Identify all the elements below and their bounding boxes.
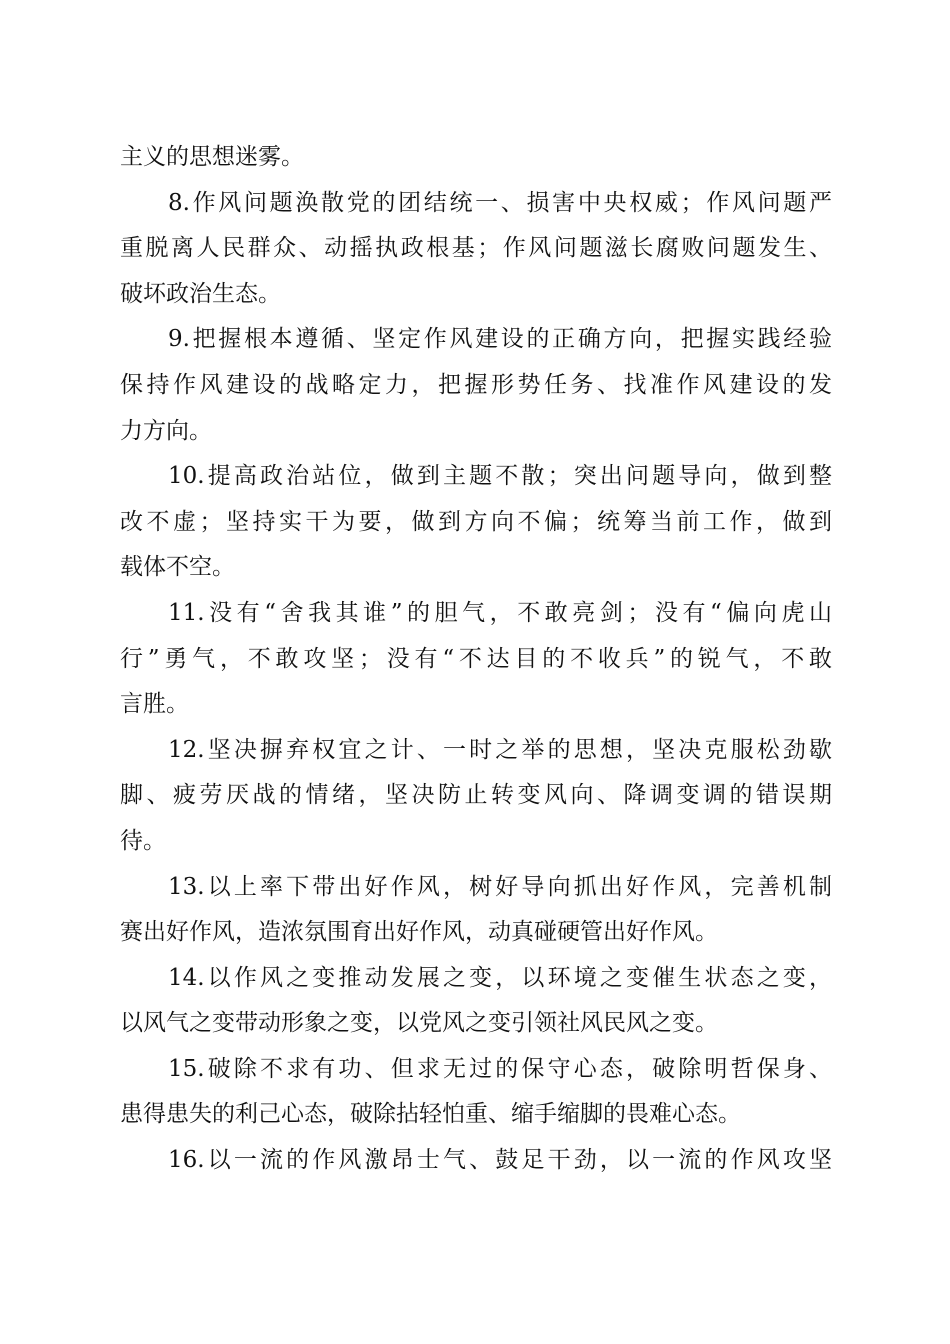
text-line: 以风气之变带动形象之变，以党风之变引领社风民风之变。 [120, 1010, 718, 1037]
text-line: 待。 [120, 827, 166, 854]
text-line: 13.以上率下带出好作风，树好导向抓出好作风，完善机制 [168, 873, 832, 900]
text-line: 重脱离人民群众、动摇执政根基；作风问题滋长腐败问题发生、 [120, 235, 832, 262]
text-line: 脚、疲劳厌战的情绪，坚决防止转变风向、降调变调的错误期 [120, 782, 832, 809]
text-line: 14.以作风之变推动发展之变，以环境之变催生状态之变， [168, 964, 832, 991]
text-line: 破坏政治生态。 [120, 280, 281, 307]
text-line: 行”勇气，不敢攻坚；没有“不达目的不收兵”的锐气，不敢 [120, 645, 832, 672]
text-line: 9.把握根本遵循、坚定作风建设的正确方向，把握实践经验 [168, 326, 832, 353]
text-line: 16.以一流的作风激昂士气、鼓足干劲，以一流的作风攻坚 [168, 1147, 832, 1174]
text-line: 言胜。 [120, 691, 189, 718]
text-line: 15.破除不求有功、但求无过的保守心态，破除明哲保身、 [168, 1055, 832, 1082]
text-line: 患得患失的利己心态，破除拈轻怕重、缩手缩脚的畏难心态。 [120, 1101, 741, 1128]
text-line: 载体不空。 [120, 554, 235, 581]
text-line: 11.没有“舍我其谁”的胆气，不敢亮剑；没有“偏向虎山 [168, 599, 832, 626]
text-line: 保持作风建设的战略定力，把握形势任务、找准作风建设的发 [120, 371, 832, 398]
document-body [120, 135, 832, 1184]
text-line: 主义的思想迷雾。 [120, 144, 304, 170]
text-line: 改不虚；坚持实干为要，做到方向不偏；统筹当前工作，做到 [120, 508, 832, 535]
text-line: 10.提高政治站位，做到主题不散；突出问题导向，做到整 [168, 463, 832, 490]
text-line: 12.坚决摒弃权宜之计、一时之举的思想，坚决克服松劲歇 [168, 736, 832, 763]
text-line: 8.作风问题涣散党的团结统一、损害中央权威；作风问题严 [168, 189, 832, 216]
text-line: 力方向。 [120, 417, 212, 444]
text-line: 赛出好作风，造浓氛围育出好作风，动真碰硬管出好作风。 [120, 919, 718, 946]
